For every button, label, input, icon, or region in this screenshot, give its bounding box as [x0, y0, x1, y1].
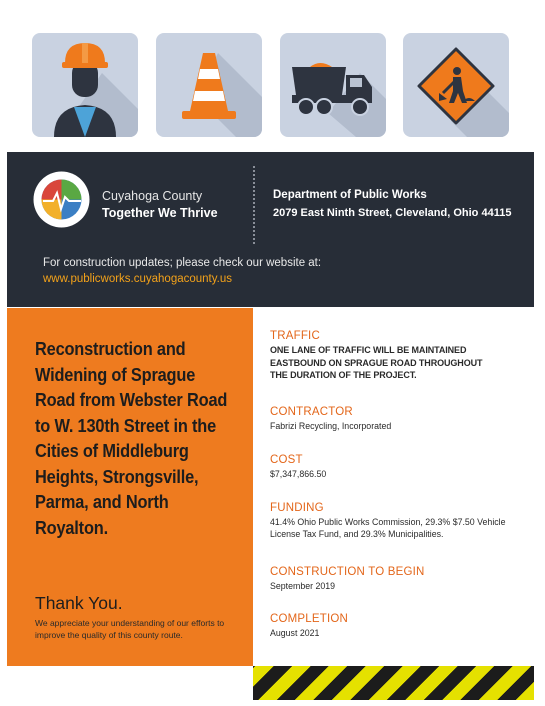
road-work-sign-icon [403, 33, 509, 137]
department-address: 2079 East Ninth Street, Cleveland, Ohio 44115 [273, 207, 512, 219]
county-tagline: Together We Thrive [102, 206, 218, 220]
completion-section [270, 613, 525, 639]
project-panel [7, 308, 253, 666]
funding-heading: FUNDING [270, 502, 324, 514]
thank-you-heading: Thank You. [35, 593, 123, 613]
website-link[interactable]: www.publicworks.cuyahogacounty.us [43, 273, 232, 285]
header-band [7, 152, 534, 307]
funding-text: 41.4% Ohio Public Works Commission, 29.3% $7.50 Vehicle License Tax Fund, and 29.3% Municipalities. [270, 517, 506, 539]
hazard-stripe [253, 666, 534, 700]
traffic-text: ONE LANE OF TRAFFIC WILL BE MAINTAINED EASTBOUND ON SPRAGUE ROAD THROUGHOUT THE DURATION OF THE PROJECT. [270, 345, 483, 380]
county-seal-logo [33, 171, 90, 228]
contractor-heading: CONTRACTOR [270, 406, 353, 418]
cost-text: $7,347,866.50 [270, 469, 327, 479]
county-name: Cuyahoga County [102, 189, 203, 203]
department-name: Department of Public Works [273, 189, 427, 201]
construction-begin-section [270, 566, 525, 592]
thank-you-note: We appreciate your understanding of our efforts to improve the quality of this county route. [35, 618, 225, 640]
funding-section [270, 502, 525, 540]
divider [253, 166, 255, 244]
contractor-section [270, 406, 525, 432]
updates-note: For construction updates; please check our website at: [43, 257, 322, 269]
construction-begin-heading: CONSTRUCTION TO BEGIN [270, 566, 425, 578]
cost-heading: COST [270, 454, 303, 466]
construction-worker-tile [32, 33, 138, 137]
traffic-section [270, 330, 525, 382]
completion-text: August 2021 [270, 628, 320, 638]
traffic-heading: TRAFFIC [270, 330, 320, 342]
construction-worker-icon [32, 33, 138, 137]
dump-truck-tile [280, 33, 386, 137]
traffic-cone-icon [156, 33, 262, 137]
completion-heading: COMPLETION [270, 613, 349, 625]
project-headline: Reconstruction and Widening of Sprague Road from Webster Road to W. 130th Street in the Cities of Middleburg Heights, Strongsville, Parma, and North Royalton. [35, 339, 228, 538]
road-work-sign-tile [403, 33, 509, 137]
contractor-text: Fabrizi Recycling, Incorporated [270, 421, 392, 431]
cost-section [270, 454, 525, 480]
construction-begin-text: September 2019 [270, 581, 336, 591]
dump-truck-icon [280, 33, 386, 137]
traffic-cone-tile [156, 33, 262, 137]
